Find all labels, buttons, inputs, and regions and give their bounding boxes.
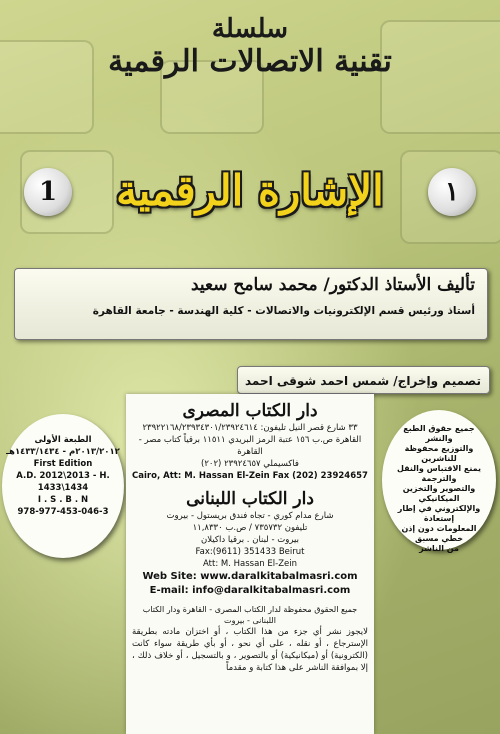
edition-en: First Edition — [33, 459, 93, 469]
publisher-fax: فاكسيملي ٢٣٩٢٤٦٥٧ (٢٠٢) — [201, 459, 299, 469]
website-link[interactable]: Web Site: www.daralkitabalmasri.com — [142, 571, 358, 582]
isbn-number: 978-977-453-046-3 — [17, 507, 109, 517]
publisher-city: بيروت - لبنان . برقيا داكيلان — [201, 535, 299, 545]
publisher-address: شارع مدام كوري - تجاه فندق بريستول - بيروت — [166, 511, 334, 521]
series-name: تقنية الاتصالات الرقمية — [108, 44, 392, 79]
publisher-phone: تليفون ٧٣٥٧٣٢ / ص.ب ١١,٨٣٣٠ — [192, 523, 308, 533]
email-link[interactable]: E-mail: info@daralkitabalmasri.com — [149, 585, 351, 596]
edition-years: A.D. 2012\2013 - H. 1433\1434 — [16, 471, 110, 493]
edition-ar: الطبعة الأولى — [34, 435, 92, 445]
author-name: تأليف الأستاذ الدكتور/ محمد سامح سعيد — [190, 275, 475, 295]
rights-line: يمنع الاقتباس والنقل والترجمة — [396, 464, 482, 483]
volume-number-ar: ١ — [428, 168, 476, 216]
edition-badge — [2, 414, 124, 558]
author-position: أستاذ ورئيس قسم الإلكترونيات والاتصالات - كلية الهندسة - جامعة القاهرة — [92, 305, 475, 317]
legal-notice: لايجوز نشر أي جزء من هذا الكتاب ، أو اختزان مادته بطريقة الإسترجاع ، أو نقله ، على أي نحو ، أو بأي طريقة سواء كانت (الكترونية) أو (ميكانيكية) أو بالتصوير ، و بالتسجيل ، أو خلاف ذلك ، إلا بموافقة الناشر على هذا كتابة و مقدماً — [132, 627, 368, 673]
book-title: الإشارة الرقمية — [116, 166, 384, 215]
series-label: سلسلة — [211, 14, 289, 44]
publisher-address: القاهرة ص.ب ١٥٦ عتبة الرمز البريدي ١١٥١١ برقياً كتاب مصر - القاهرة — [138, 435, 362, 457]
book-title-row — [0, 162, 500, 222]
rights-line: والتصوير والتخزين الميكانيكي — [402, 484, 476, 503]
rights-line: جميع حقوق الطبع والنشر — [403, 424, 475, 443]
rights-line: من الناشر — [419, 544, 459, 553]
author-box — [14, 268, 488, 340]
rights-note: جميع الحقوق محفوظة لدار الكتاب المصرى - القاهرة ودار الكتاب اللبنانى - بيروت — [142, 605, 358, 625]
publisher-address: ٣٣ شارع قصر النيل تليفون: ٢٣٩٢٢١٦٨/٢٣٩٣٤٣٠١/٢٣٩٢٤٦١٤ — [142, 423, 358, 433]
publisher-fax-beirut: Fax:(9611) 351433 Beirut — [195, 547, 305, 557]
volume-number-en: 1 — [24, 168, 72, 216]
publisher-cairo-contact: Cairo, Att: M. Hassan El-Zein Fax (202) 23924657 — [132, 471, 368, 481]
publisher-attention: Att: M. Hassan El-Zein — [203, 559, 297, 569]
isbn-label: I . S . B . N — [37, 495, 89, 505]
rights-line: والتوزيع محفوظة للناشرين — [404, 444, 474, 463]
rights-badge — [382, 410, 496, 553]
publisher-name-egypt: دار الكتاب المصرى — [182, 401, 318, 421]
rights-line: والإلكتروني في إطار إستعادة — [397, 504, 481, 523]
design-credit: تصميم وإخراج/ شمس احمد شوقى احمد — [237, 366, 490, 394]
series-title — [0, 14, 500, 80]
rights-line: المعلومات دون إذن خطي مسبق — [401, 524, 477, 543]
publisher-name-lebanon: دار الكتاب اللبنانى — [186, 489, 314, 509]
edition-hijri: ٢٠١٣/٢٠١٢م - ١٤٣٣/١٤٣٤هـ — [6, 447, 120, 457]
publisher-panel — [126, 394, 374, 734]
